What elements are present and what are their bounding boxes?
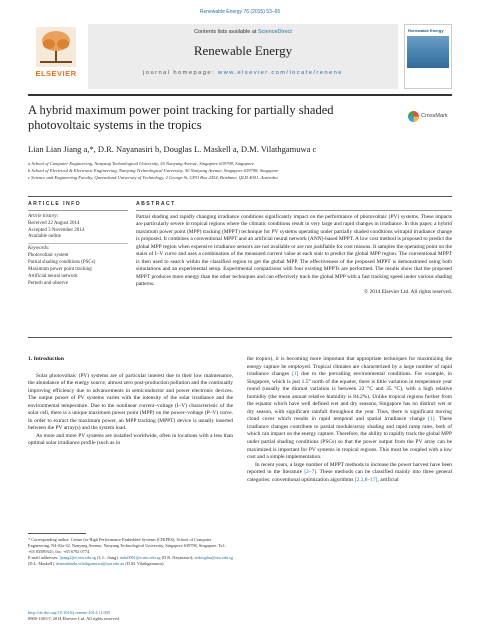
- keyword: Artificial neural network: [28, 273, 78, 279]
- masthead-rule: [28, 94, 452, 96]
- keyword: Photovoltaic system: [28, 252, 69, 258]
- history-accepted: Accepted 3 November 2014: [28, 227, 85, 233]
- keyword: Maximum power point tracking: [28, 266, 92, 272]
- elsevier-tree-icon: [36, 27, 76, 67]
- intro-paragraph-1: Solar photovoltaic (PV) systems are of particular interest due to their low maintenance, the abundance of the energy source, almost zero post-production pollution and the continually improving efficiency due to advancements in semiconductor and power electronic devices. The output power of PV systems varies with the intensity of the solar irradiance and the environmental temperature. Due to the nonlinear current–voltage (I–V) characteristic of the solar cell, there is a unique maximum power point (MPP) on the power–voltage (P–V) curve. In order to extract the maximum power, an MPP tracking (MPPT) device is usually inserted between the PV array(s) and the system load.: [28, 372, 233, 432]
- sciencedirect-link[interactable]: ScienceDirect: [257, 29, 292, 35]
- journal-reference[interactable]: Renewable Energy 76 (2015) 53–65: [199, 9, 281, 15]
- masthead-banner: [88, 24, 398, 89]
- issn-line: 0960-1481/© 2014 Elsevier Ltd. All rights reserved.: [28, 616, 120, 621]
- elsevier-logo[interactable]: [28, 27, 84, 89]
- cover-image: [407, 36, 449, 68]
- email-owner: (L.L. Jiang),: [96, 555, 120, 561]
- author-list[interactable]: Lian Lian Jiang a,*, D.R. Nayanasiri b, Douglas L. Maskell a, D.M. Vilathgamuwa c: [28, 144, 317, 154]
- email-link[interactable]: asdouglas@ntu.edu.sg: [194, 555, 234, 561]
- footnote-emails: [28, 555, 233, 567]
- doi-link[interactable]: http://dx.doi.org/10.1016/j.renene.2014.11.005: [28, 610, 111, 615]
- journal-masthead: [28, 24, 452, 91]
- email-link[interactable]: indu0001@e.ntu.edu.sg: [119, 555, 161, 561]
- homepage-link[interactable]: www.elsevier.com/locate/renene: [218, 70, 343, 76]
- article-history: [28, 214, 128, 241]
- footnote-corresponding: * Corresponding author. Centre for High Performance Embedded Systems (CHiPES), School of Computer Engineering, N4-02a-32, Nanyang Avenue, Nanyang Technological University, Singapore 639798, Singapore. Tel.: +65 83589341; fax: +65 6792 0774.: [28, 537, 227, 555]
- keywords: [28, 246, 128, 287]
- citation-link[interactable]: [2–7]: [304, 469, 317, 476]
- intro-paragraph-3: [247, 356, 452, 462]
- text-run: In recent years, a large number of MPPT methods to increase the power harvest have been reported in the literature: [247, 461, 452, 476]
- contents-line: [88, 29, 398, 35]
- article-info-rule: [28, 210, 128, 211]
- body-column-left: [28, 356, 233, 448]
- abstract-rule: [136, 210, 452, 211]
- history-online: Available online: [28, 234, 61, 240]
- abstract-heading: ABSTRACT: [136, 201, 176, 207]
- history-received: Received 22 August 2014: [28, 220, 80, 226]
- crossmark-icon: [408, 111, 419, 122]
- intro-paragraph-2: As more and more PV systems are installed worldwide, often in locations with a less than optimal solar irradiance profile (such as in: [28, 432, 233, 447]
- text-run: . These methods can be classified mainly into three general categories: conventional optimization algorithms: [247, 469, 452, 483]
- citation-link[interactable]: [1]: [428, 416, 435, 423]
- cover-title: Renewable Energy: [408, 28, 444, 33]
- affiliation-a: a School of Computer Engineering, Nanyang Technological University, 50 Nanyang Avenue, Singapore 639798, Singapore: [28, 161, 254, 166]
- email-prefix: E-mail addresses:: [28, 555, 60, 561]
- abstract-copyright: © 2014 Elsevier Ltd. All rights reserved.: [364, 288, 452, 295]
- email-link[interactable]: dvnmahinda.vilathgamuwa@qut.edu.au: [55, 561, 125, 567]
- abstract-body: [136, 214, 452, 296]
- journal-homepage: [88, 70, 398, 76]
- affiliation-b: b School of Electrical & Electronic Engineering, Nanyang Technological University, 50 Nanyang Avenue, Singapore 639798, Singapore: [28, 168, 279, 174]
- keyword: Partial shading conditions (PSCs): [28, 259, 96, 265]
- footnote-rule: [28, 533, 86, 534]
- homepage-prefix: journal homepage:: [143, 70, 219, 76]
- email-owner: (D.M. Vilathgamuwa).: [124, 561, 165, 567]
- abstract-end-rule: [28, 337, 452, 338]
- email-link[interactable]: ljiang2@e.ntu.edu.sg: [59, 555, 97, 561]
- text-run: the tropics), it is becoming more important that appropriate techniques for maximizing the energy capture be employed. Tropical climates are characterized by a large number of rapid irradiance changes: [247, 356, 452, 378]
- contents-prefix: Contents lists available at: [194, 29, 258, 35]
- section-heading-introduction: 1. Introduction: [28, 356, 64, 362]
- affiliations: [28, 160, 452, 182]
- corresponding-author-footnote: [28, 537, 233, 567]
- intro-paragraph-4: [247, 462, 452, 485]
- history-label: Article history:: [28, 214, 59, 219]
- citation-link[interactable]: [1]: [292, 371, 299, 378]
- email-owner: (D.R. Nayanasiri),: [160, 555, 195, 561]
- abstract-text: Partial shading and rapidly changing irradiance conditions significantly impact on the performance of photovoltaic (PV) systems. These impacts are particularly severe in tropical regions where the climatic conditions result in very large and rapid changes in irradiance. In this paper, a hybrid maximum power point (MPP) tracking (MPPT) technique for PV systems operating under partially shaded conditions witrapid irradiance change is proposed. It combines a conventional MPPT and an artificial neural network (ANN)-based MPPT. A low cost method is proposed to predict the global MPP region when expensive irradiance sensors are not available or are not justifiable for cost reasons. It samples the operating point on the stairs of I–V curve and uses a combination of the measured current value at each stair to predict the global MPP region. The conventional MPPT is then used to search within the classified region to get the global MPP. The effectiveness of the proposed MPPT is demonstrated using both simulations and an experimental setup. Experimental comparisons with four existing MPPTs are performed. The results show that the proposed MPPT produces more energy than the other techniques and can effectively track the global MPP with a fast tracking speed under various shading patterns.: [136, 214, 452, 288]
- text-run: , artificial: [377, 476, 399, 483]
- crossmark-badge[interactable]: [408, 109, 452, 123]
- doi-block: [28, 610, 120, 622]
- citation-link[interactable]: [2,3,8–17]: [354, 476, 378, 483]
- email-owner: (D.L. Maskell),: [28, 561, 56, 567]
- journal-name: Renewable Energy: [193, 43, 293, 58]
- header-rule: [28, 196, 452, 197]
- keywords-rule: [28, 243, 128, 244]
- journal-cover-thumbnail[interactable]: [404, 24, 452, 89]
- publisher-name: ELSEVIER: [35, 69, 77, 78]
- text-run: due to the prevailing environmental conditions. For example, in Singapore, which is just 1.5° north of the equator, there is little variation in temperature year round (usually the diurnal variation is between 22 °C and 35 °C), with a high relative humidity (the mean annual relative humidity is 84.2%). Unlike tropical regions further from the equator which have well defined wet and dry seasons, Singapore has no distinct wet or dry season, with significant rainfall throughout the year. Thus, there is significant moving cloud cover which results in rapid temporal and spatial irradiance change: [247, 371, 453, 423]
- keywords-label: Keywords:: [28, 246, 50, 251]
- article-info-heading: ARTICLE INFO: [28, 201, 82, 207]
- keyword: Perturb and observe: [28, 280, 68, 286]
- text-run: . These irradiance changes contribute to partial module/array shading and rapid ramp rates, both of which can impact on the energy capture. Therefore, the ability to rapidly track the global MPP under partial shading conditions (PSCs) so that the power output from the PV array can be maximized is important for PV systems in tropical regions. This must be coupled with a low cost and a simple implementation.: [247, 416, 452, 461]
- article-title: A hybrid maximum power point tracking for partially shaded photovoltaic systems in the tropics: [28, 103, 334, 132]
- body-column-right: [247, 356, 452, 484]
- affiliation-c: c Science and Engineering Faculty, Queensland University of Technology, 2 George St, GPO Box 2434, Brisbane, QLD 4001, Australia: [28, 175, 278, 181]
- crossmark-label: CrossMark: [421, 113, 448, 119]
